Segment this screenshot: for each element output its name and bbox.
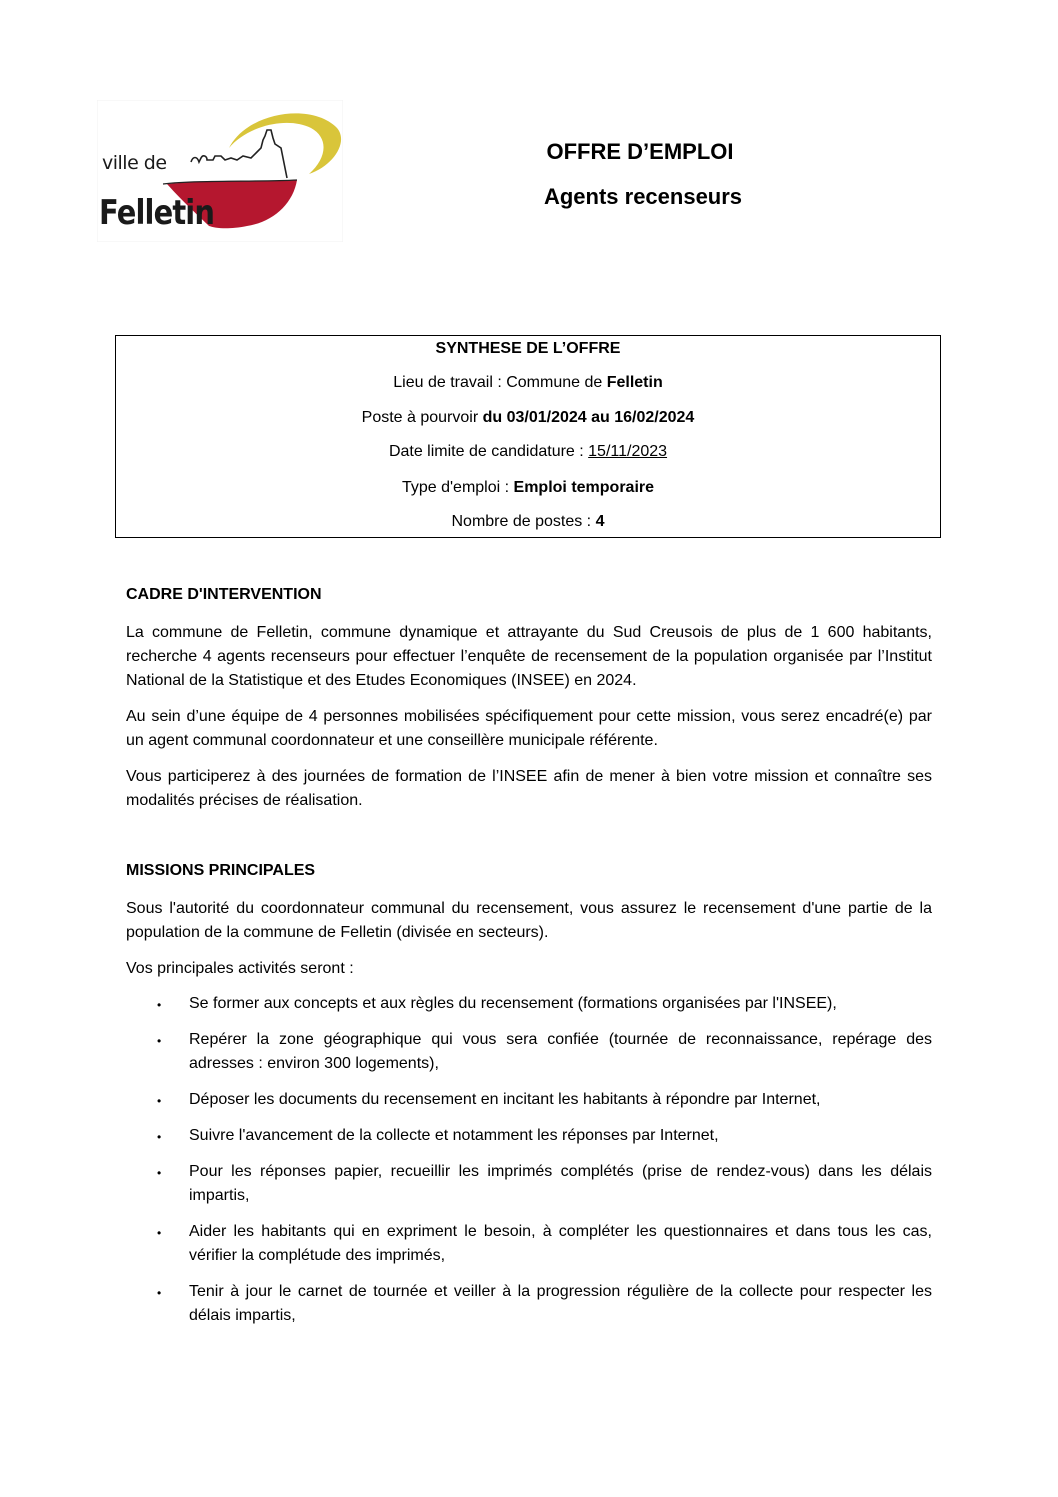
felletin-logo	[97, 100, 343, 242]
bullet-icon: •	[157, 1130, 162, 1144]
poste-label: Poste à pourvoir	[361, 409, 483, 426]
nombre-label: Nombre de postes :	[451, 513, 596, 530]
mission-item: Tenir à jour le carnet de tournée et veiller à la progression régulière de la collecte pour respecter les délais impartis,	[189, 1283, 932, 1324]
page-title: OFFRE D’EMPLOI	[546, 139, 734, 164]
bullet-icon: •	[157, 1094, 162, 1108]
bullet-icon: •	[157, 1034, 162, 1048]
synthese-poste	[116, 409, 940, 427]
mission-item: Pour les réponses papier, recueillir les imprimés complétés (prise de rendez-vous) dans les délais impartis,	[189, 1163, 932, 1204]
mission-item: Déposer les documents du recensement en incitant les habitants à répondre par Internet,	[189, 1091, 821, 1108]
poste-value: du 03/01/2024 au 16/02/2024	[482, 409, 695, 426]
synthese-box	[115, 335, 941, 538]
cadre-title: CADRE D'INTERVENTION	[126, 586, 322, 603]
type-value: Emploi temporaire	[513, 479, 655, 496]
date-value: 15/11/2023	[588, 443, 668, 460]
synthese-type-emploi	[116, 479, 940, 497]
date-label: Date limite de candidature :	[388, 443, 589, 460]
bullet-icon: •	[157, 998, 162, 1012]
synthese-title: SYNTHESE DE L’OFFRE	[435, 340, 621, 357]
bullet-icon: •	[157, 1286, 162, 1300]
lieu-label: Lieu de travail : Commune de	[393, 374, 607, 391]
mission-item: Se former aux concepts et aux règles du recensement (formations organisées par l'INSEE),	[189, 995, 837, 1012]
missions-paragraph-2: Vos principales activités seront :	[126, 960, 354, 977]
mission-item: Aider les habitants qui en expriment le besoin, à compléter les questionnaires et dans tous les cas, vérifier la complétude des imprimés,	[189, 1223, 932, 1264]
mission-item: Repérer la zone géographique qui vous sera confiée (tournée de reconnaissance, repérage des adresses : environ 300 logements),	[189, 1031, 932, 1072]
missions-paragraph-1: Sous l'autorité du coordonnateur communal du recensement, vous assurez le recensement d'une partie de la population de la commune de Felletin (divisée en secteurs).	[126, 900, 932, 941]
synthese-nombre-postes	[116, 513, 940, 531]
mission-item: Suivre l'avancement de la collecte et notamment les réponses par Internet,	[189, 1127, 719, 1144]
cadre-paragraph-1: La commune de Felletin, commune dynamique et attrayante du Sud Creusois de plus de 1 600 habitants, recherche 4 agents recenseurs pour effectuer l’enquête de recensement de la population organisée par l’Institut National de la Statistique et des Etudes Economiques (INSEE) en 2024.	[126, 624, 932, 689]
page-subtitle: Agents recenseurs	[543, 184, 743, 209]
cadre-paragraph-3: Vous participerez à des journées de formation de l’INSEE afin de mener à bien votre mission et connaître ses modalités précises de réalisation.	[126, 768, 932, 809]
logo-text-felletin: Felletin	[99, 193, 215, 233]
bullet-icon: •	[157, 1166, 162, 1180]
type-label: Type d'emploi :	[401, 479, 514, 496]
logo-text-ville-de: ville de	[102, 152, 167, 174]
synthese-date-limite	[116, 443, 940, 461]
cadre-paragraph-2: Au sein d’une équipe de 4 personnes mobilisées spécifiquement pour cette mission, vous serez encadré(e) par un agent communal coordonnateur et une conseillère municipale référente.	[126, 708, 932, 749]
bullet-icon: •	[157, 1226, 162, 1240]
missions-title: MISSIONS PRINCIPALES	[126, 862, 316, 879]
synthese-lieu	[116, 374, 940, 392]
lieu-value: Felletin	[606, 374, 663, 391]
nombre-value: 4	[595, 513, 605, 530]
